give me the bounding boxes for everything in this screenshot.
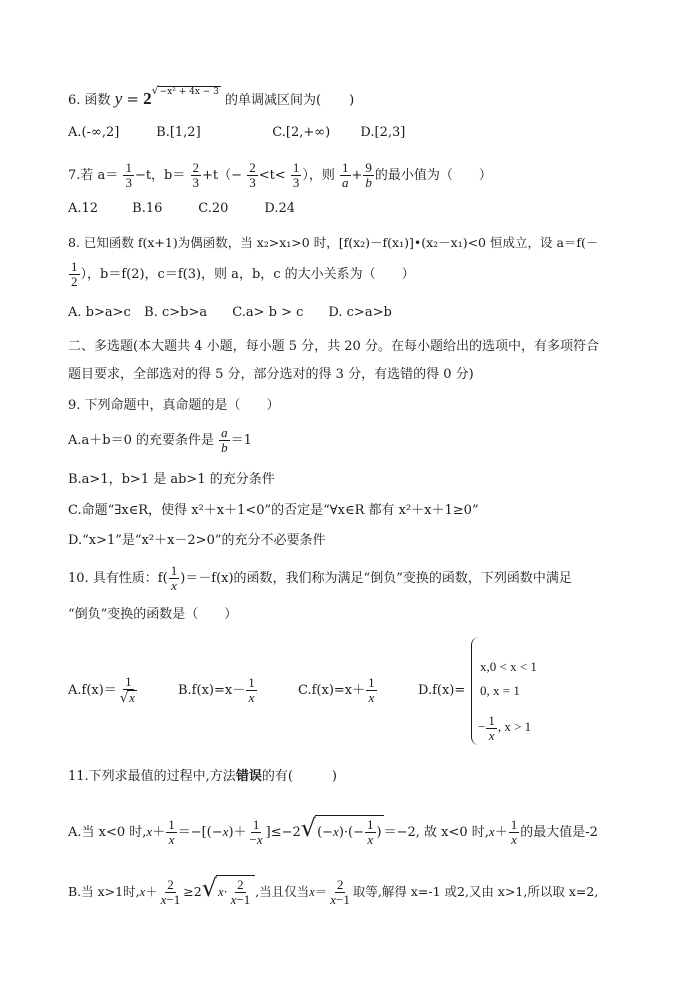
q6-eq: =	[126, 90, 139, 108]
q10-d-case2: 0, x = 1	[480, 683, 520, 698]
q10-b-num: 1	[248, 675, 255, 690]
q7-a-frac	[123, 161, 134, 190]
q11-b-frac1: $\frac{2}{x-1}$	[160, 877, 181, 907]
q10-frac	[169, 564, 180, 593]
q7-b-frac	[191, 161, 202, 190]
q6-base: 2	[143, 89, 152, 108]
q10-den: x	[171, 578, 177, 593]
q8-half-num: 1	[71, 259, 78, 274]
q11-stem-bold: 错误	[235, 769, 262, 784]
q10-c-frac	[366, 676, 377, 705]
q7-plus: +	[351, 168, 363, 183]
question-8-line2	[68, 258, 415, 292]
q10-option-c[interactable]	[298, 672, 378, 710]
q6-suffix: 的单调减区间为(	[225, 93, 322, 108]
q6-option-b[interactable]: B.[1,2]	[156, 125, 201, 140]
q7-e2-num: 9	[365, 160, 372, 175]
q7-mid: <t<	[258, 168, 286, 183]
q10-option-b[interactable]	[178, 672, 258, 710]
q9-option-c[interactable]: C.命题“∃x∈R，使得 x²＋x＋1<0”的否定是“∀x∈R 都有 x²＋x＋1≥0”	[68, 503, 479, 518]
question-7	[68, 160, 492, 192]
q11-a-frac2: $\frac{1}{-x}$	[249, 817, 263, 847]
section-2-line2: 题目要求，全部选对的得 5 分，部分选对的得 3 分，有选错的得 0 分)	[68, 367, 474, 382]
q9-option-b[interactable]: B.a>1，b>1 是 ab>1 的充分条件	[68, 472, 275, 487]
q6-y: y	[114, 89, 123, 108]
q6-option-d[interactable]: D.[2,3]	[360, 125, 406, 140]
q8-half-frac	[69, 260, 80, 289]
q7-a-den: 3	[125, 175, 132, 190]
q7-option-d[interactable]: D.24	[264, 201, 296, 216]
q7-e1-frac	[340, 161, 351, 190]
q7-r-num: 2	[249, 160, 256, 175]
q10-post: )＝－f(x)的函数，我们称为满足“倒负”变换的函数，下列函数中满足	[180, 571, 572, 586]
question-10-line2: “倒负”变换的函数是（ ）	[68, 607, 238, 622]
q7-option-a[interactable]: A.12	[68, 201, 99, 216]
question-9-stem: 9. 下列命题中，真命题的是（ ）	[68, 398, 280, 413]
q10-a-frac	[118, 675, 139, 706]
q9-a-num: a	[221, 425, 228, 440]
q9-a-pre: A.a＋b＝0 的充要条件是	[68, 433, 214, 448]
q9-a-den: b	[221, 440, 228, 455]
q10-num: 1	[170, 563, 178, 578]
q7-b-num: 2	[192, 160, 200, 175]
q7-prefix: 7.若 a＝	[68, 168, 119, 183]
q7-e1-den: a	[342, 175, 349, 190]
q11-stem-pre: 11.下列求最值的过程中,方法	[68, 769, 236, 784]
q10-a-den-radicand: x	[129, 690, 135, 705]
q7-options	[68, 200, 295, 218]
q7-e1-num: 1	[342, 160, 349, 175]
q10-c-num: 1	[368, 675, 375, 690]
q7-suffix: 的最小值为（ ）	[374, 168, 492, 183]
q8-option-b[interactable]: B. c>b>a	[144, 305, 208, 320]
q9-a-post: ＝1	[230, 433, 252, 448]
q11-b-frac3: $\frac{2}{x-1}$	[330, 877, 350, 907]
section-2-line1: 二、多选题(本大题共 4 小题，每小题 5 分，共 20 分。在每小题给出的选项中，有多项符合	[68, 339, 599, 354]
q10-option-a[interactable]	[68, 672, 140, 710]
q9-a-frac	[219, 426, 230, 455]
q8-line2-text: ），b＝f(2)，c＝f(3)，则 a，b，c 的大小关系为（ ）	[80, 267, 415, 282]
q8-option-d[interactable]: D. c>a>b	[328, 305, 392, 320]
q9-option-d[interactable]: D.“x>1”是“x²＋x－2>0”的充分不必要条件	[68, 533, 326, 548]
q8-options	[68, 304, 392, 322]
q10-pre: 10. 具有性质：f(	[68, 571, 168, 586]
q11-a-frac1: $\frac{1}{x}$	[168, 817, 175, 847]
q10-b-pre: B.f(x)=x－	[178, 683, 246, 698]
q11-b-text2: ,当且仅当	[255, 884, 310, 899]
q11-a-text1: A.当 x<0 时,	[68, 825, 147, 840]
q10-d-case3: − $\frac{1}{x}$ , x > 1	[478, 712, 532, 743]
q7-s-frac	[291, 161, 302, 190]
q11-stem-post: 的有( )	[261, 769, 337, 784]
q7-b-den: 3	[192, 175, 200, 190]
q7-option-c[interactable]: C.20	[198, 201, 229, 216]
q7-s-den: 3	[292, 175, 300, 190]
question-11-stem	[68, 768, 337, 786]
question-8-line1: 8. 已知函数 f(x+1)为偶函数，当 x₂>x₁>0 时，[f(x₂)－f(x₁)]•(x₂－x₁)<0 恒成立，设 a＝f(－	[68, 235, 599, 250]
q6-options	[68, 124, 405, 142]
q7-then: ），则	[302, 168, 335, 183]
q10-d-pre: D.f(x)=	[418, 683, 466, 698]
q10-d-case3-frac	[486, 714, 497, 743]
q7-r-frac	[247, 161, 258, 190]
q8-option-a[interactable]: A. b>a>c	[68, 305, 131, 320]
q8-half-den: 2	[71, 274, 78, 289]
q10-c-den: x	[368, 690, 375, 705]
q10-b-frac	[246, 676, 257, 705]
q6-close: )	[349, 93, 355, 108]
q10-d-case3-den: x	[488, 727, 495, 743]
q10-option-d[interactable]	[418, 682, 465, 700]
q9-option-a[interactable]	[68, 424, 252, 458]
q10-c-pre: C.f(x)=x＋	[298, 683, 366, 698]
question-10-line1	[68, 562, 572, 596]
q7-s-num: 1	[292, 160, 300, 175]
q11-option-b[interactable]: B.当 x>1时,x＋ $\frac{2}{x-1}$ ≥2√x· $\frac{2}{x-1}$ ,当且仅当x＝ $\frac{2}{x-1}$ 取等,解得 x=-1 或2,又由 x>1,所以取 x=2,	[68, 874, 599, 907]
q10-d-case3-num: 1	[488, 712, 495, 728]
q10-d-case1: x,0 < x < 1	[480, 659, 537, 674]
q7-a-num: 1	[125, 160, 132, 175]
q11-b-text1: B.当 x>1时,	[68, 884, 140, 899]
q7-e2-frac	[363, 161, 374, 190]
q11-b-text3: 取等,解得 x=-1 或2,又由 x>1,所以取 x=2,	[352, 884, 599, 899]
q7-b-tail: +t（−	[202, 168, 243, 183]
q6-exponent-text: −x² + 4x − 3	[159, 87, 219, 97]
q6-prefix: 6. 函数	[68, 93, 111, 108]
q11-b-frac2: $\frac{2}{x-1}$	[230, 877, 251, 907]
q10-a-pre: A.f(x)＝	[68, 683, 117, 698]
q7-r-den: 3	[249, 175, 256, 190]
q10-a-num: 1	[125, 674, 132, 689]
question-6	[68, 82, 354, 110]
q11-a-frac3: $\frac{1}{x}$	[367, 817, 374, 847]
q11-a-text3: 的最大值是-2	[520, 825, 598, 840]
q7-option-b[interactable]: B.16	[132, 201, 163, 216]
q11-a-text2: , 故 x<0 时,	[415, 825, 489, 840]
q6-option-c[interactable]: C.[2,+∞)	[272, 125, 331, 140]
q11-a-frac4: $\frac{1}{x}$	[510, 817, 518, 847]
q7-a-tail: −t，b＝	[134, 168, 186, 183]
q10-b-den: x	[248, 690, 255, 705]
q11-option-a[interactable]: A.当 x<0 时,x＋ $\frac{1}{x}$ ＝−[(−x)＋ $\frac{1}{-x}$ ]≤−2√(−x)·(− $\frac{1}{x}$ ) ＝−2, 故 x<0 时,x＋ $\frac{1}{x}$ 的最大值是-2	[68, 814, 598, 847]
q10-a-den: √x	[119, 690, 135, 706]
q10-d-case3-post: , x > 1	[497, 719, 532, 734]
q7-e2-den: b	[365, 175, 372, 190]
q8-option-c[interactable]: C.a> b > c	[232, 305, 304, 320]
q6-exponent: √−x² + 4x − 3	[151, 84, 219, 97]
q6-option-a[interactable]: A.(-∞,2]	[68, 125, 120, 140]
